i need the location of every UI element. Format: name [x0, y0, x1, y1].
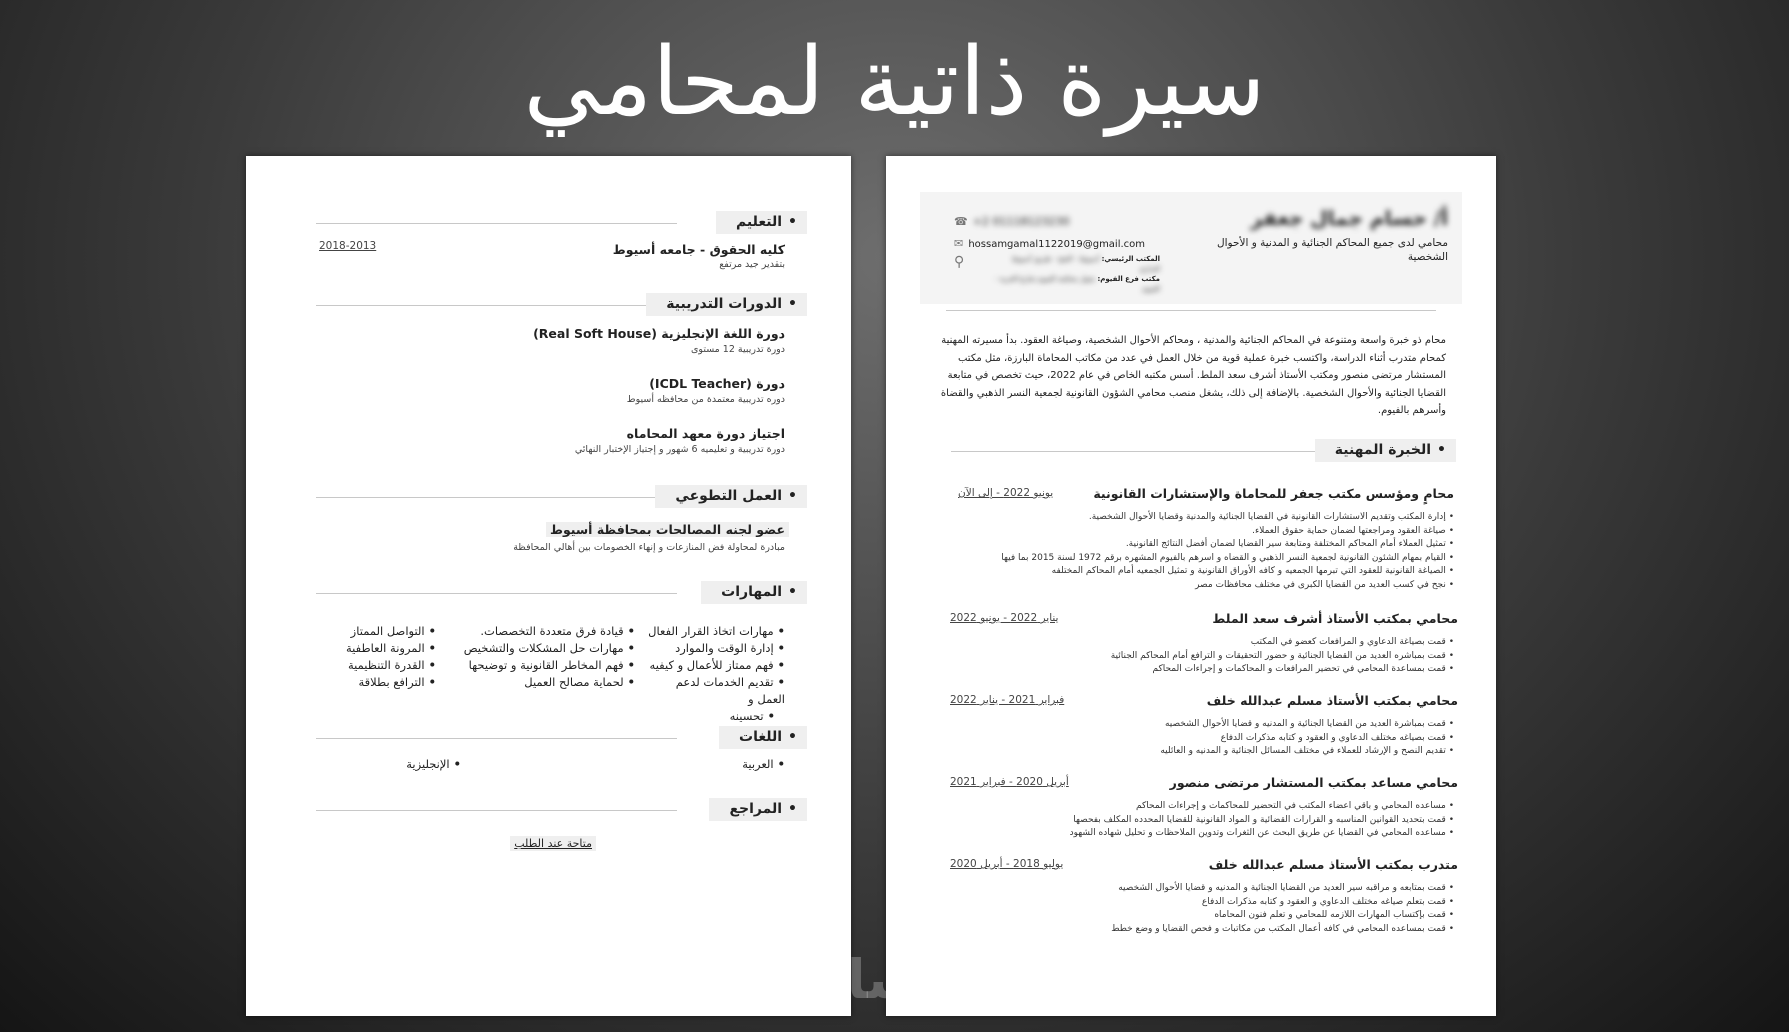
section-experience: [951, 439, 1456, 463]
job-bullets: • قمت بصياغة الدعاوي و المرافعات كعضو في المكتب • قمت بمباشره العديد من القضايا الجنائية و حضور التحقيقات و الترافع أمام المحاكم الجنائية • قمت بمساعدة المحامي في تحضير المرافعات و المحاكمات و إجراءات المحاكم: [984, 636, 1454, 677]
job-bullets: • قمت بمباشرة العديد من القضايا الجنائية و المدنيه و قضايا الأحوال الشخصيه • قمت بصياغه مختلف الدعاوي و العقود و كتابه مذكرات الدفاع • تقديم النصح و الإرشاد للعملاء في مختلف المسائل الجنائية و المدنيه و العائليه: [984, 718, 1454, 759]
job-bullets: • قمت بمتابعه و مراقبه سير العديد من القضايا الجنائية و المدنيه و قضايا الأحوال الشخصيه • قمت بتعلم صياغه مختلف الدعاوي و العقود و كتابه مذكرات الدفاع • قمت بإكتساب المهارات اللازمه للمحامي و تعلم فنون المحاماه • قمت بمساعده المحامي في كافه أعمال المكتب من مكاتبات و فحص القضايا و وضع خطط: [984, 882, 1454, 936]
skill-item: • التواصل الممتاز: [326, 623, 436, 640]
office-addresses: المكتب الرئيسي: أسيوط - الفتح - طريق أسيوط البداري مكتب فرع الفيوم: بجوار محكمة الفيوم شارع الحرية - الفيوم: [994, 255, 1160, 293]
cv-page-right: [886, 156, 1496, 1016]
mail-icon: ✉: [954, 237, 964, 250]
divider: [946, 310, 1436, 311]
email-address: hossamgamal1122019@gmail.com: [968, 239, 1146, 250]
job-date: يوليو 2018 - أبريل 2020: [950, 858, 1064, 870]
language-item: • العربية: [742, 756, 785, 773]
candidate-name: أ/ حسام جمال جعفر: [1250, 206, 1448, 230]
job-title: محامٍ ومؤسس مكتب جعفر للمحاماة والإستشارات القانونية: [1093, 486, 1454, 501]
skills-col-3: [326, 623, 436, 691]
candidate-subtitle: محامي لدى جميع المحاكم الجنائية و المدنية و الأحوال الشخصية: [1217, 237, 1448, 263]
skill-item: • الترافع بطلاقة: [326, 674, 436, 691]
volunteer-role: عضو لجنه المصالحات بمحافظة أسيوط: [546, 522, 789, 537]
section-title: • الدورات التدريبية: [646, 293, 807, 316]
profile-summary: محام ذو خبرة واسعة ومتنوعة في المحاكم الجنائية والمدنية ، ومحاكم الأحوال الشخصية، وصياغة العقود. بدأ مسيرته المهنية كمحام متدرب أثناء الدراسة، واكتسب خبرة عملية قوية من خلال العمل في عدد من مكاتب المحاماة البارزة، مثل مكتب المستشار مرتضى منصور ومكتب الأستاذ أشرف سعد الملط. أسس مكتبه الخاص في عام 2022، حيث تخصص في متابعة القضايا الجنائية والأحوال الشخصية. بالإضافة إلى ذلك، يشغل منصب محامي الشؤون القانونية لجمعية النسر الذهبي والقضاة وأسرهم بالفيوم.: [940, 335, 1446, 416]
course-desc: دورة تدريبية و تعليميه 6 شهور و إجتياز الإختبار النهائي: [574, 444, 785, 455]
section-education: [316, 211, 807, 235]
education-date: 2018-2013: [319, 240, 377, 252]
skill-item: • فهم ممتاز للأعمال و كيفيه: [645, 657, 785, 674]
section-skills: [316, 581, 807, 605]
course-name: دورة (ICDL Teacher): [649, 376, 785, 391]
skill-item: • لحماية مصالح العميل: [445, 674, 635, 691]
skill-item: • مهارات حل المشكلات والتشخيص: [445, 640, 635, 657]
education-grade: بتقدير جيد مرتفع: [719, 259, 785, 270]
job-title: محامي بمكتب الأستاذ أشرف سعد الملط: [1212, 611, 1458, 626]
cv-header: [920, 192, 1462, 304]
phone-icon: ☎: [954, 215, 968, 228]
skill-item: • إدارة الوقت والموارد: [645, 640, 785, 657]
section-courses: [316, 293, 807, 317]
job-title: متدرب بمكتب الأستاذ مسلم عبدالله خلف: [1208, 857, 1458, 872]
job-date: فبراير 2021 - يناير 2022: [950, 694, 1065, 706]
job-bullets: • إدارة المكتب وتقديم الاستشارات القانونية في القضايا الجنائية والمدنية وقضايا الأحوال الشخصية. • صياغة العقود ومراجعتها لضمان حماية حقوق العملاء. • تمثيل العملاء أمام المحاكم المختلفة ومتابعة سير القضايا لضمان أفضل النتائج القانونية. • القيام بمهام الشئون القانونية لجمعية النسر الذهبي و القضاه و اسرهم بالفيوم المشهره برقم 1972 لسنة 2015 بما فيها • الصياغة القانونية للعقود التي تبرمها الجمعيه و كافه الأوراق القانونية و تمثيل الجمعيه أمام المحاكم المختلفه • نجح في كسب العديد من القضايا الكبرى في مختلف محافظات مصر: [984, 511, 1454, 592]
job-bullets: • مساعده المحامي و باقي اعضاء المكتب في التحضير للمحاكمات و إجراءات المحاكم • قمت بتحديد القوانين المناسبه و القرارات القضائية و المواد القانونية للقضايا المحدده المكلف بفحصها • مساعده المحامي في القضايا عن طريق البحث عن الثغرات وتدوين الملاحظات و تحليل شهاده الشهود: [984, 800, 1454, 841]
section-title: • المراجع: [709, 798, 807, 821]
course-desc: دورة تدريبية 12 مستوى: [690, 344, 785, 355]
section-references: [316, 798, 807, 822]
phone-number: +2 01118123230: [972, 215, 1070, 228]
skill-item: • تحسينه: [645, 708, 785, 725]
job-title: محامي بمكتب الأستاذ مسلم عبدالله خلف: [1206, 693, 1458, 708]
skill-item: • فهم المخاطر القانونية و توضيحها: [445, 657, 635, 674]
skill-item: • تقديم الخدمات لدعم العمل و: [645, 674, 785, 708]
section-title: • الخبرة المهنية: [1315, 439, 1456, 462]
section-title: • التعليم: [716, 211, 807, 234]
job-date: يناير 2022 - يونيو 2022: [950, 612, 1059, 624]
course-desc: دوره تدريبية معتمدة من محافظه أسيوط: [626, 394, 785, 405]
skill-item: • المرونة العاطفية: [326, 640, 436, 657]
course-name: اجتياز دورة معهد المحاماه: [626, 426, 785, 441]
section-title: • اللغات: [719, 726, 807, 749]
skills-col-2: [445, 623, 635, 691]
location-icon: ⚲: [954, 254, 965, 270]
course-name: دورة اللغة الإنجليزية (Real Soft House): [533, 326, 785, 341]
section-volunteer: [316, 485, 807, 509]
skill-item: • قيادة فرق متعددة التخصصات.: [445, 623, 635, 640]
volunteer-desc: مبادرة لمحاولة فض المنازعات و إنهاء الخصومات بين أهالي المحافظة: [513, 542, 785, 553]
job-date: أبريل 2020 - فبراير 2021: [950, 776, 1069, 788]
banner-title: سيرة ذاتية لمحامي: [523, 28, 1266, 137]
skill-item: • القدرة التنظيمية: [326, 657, 436, 674]
skill-item: • مهارات اتخاذ القرار الفعال: [645, 623, 785, 640]
language-item: • الإنجليزية: [406, 756, 461, 773]
cv-page-left: [246, 156, 851, 1016]
section-languages: [316, 726, 807, 750]
references-note: متاحة عند الطلب: [510, 836, 596, 851]
skills-col-1: [645, 623, 785, 725]
job-title: محامي مساعد بمكتب المستشار مرتضى منصور: [1169, 775, 1458, 790]
education-entry: كليه الحقوق - جامعه أسيوط: [612, 242, 785, 257]
section-title: • المهارات: [701, 581, 807, 604]
job-date: يونيو 2022 - إلى الآن: [958, 487, 1054, 499]
section-title: • العمل التطوعي: [655, 485, 807, 508]
watermark-logo: خمسات: [792, 948, 998, 1011]
